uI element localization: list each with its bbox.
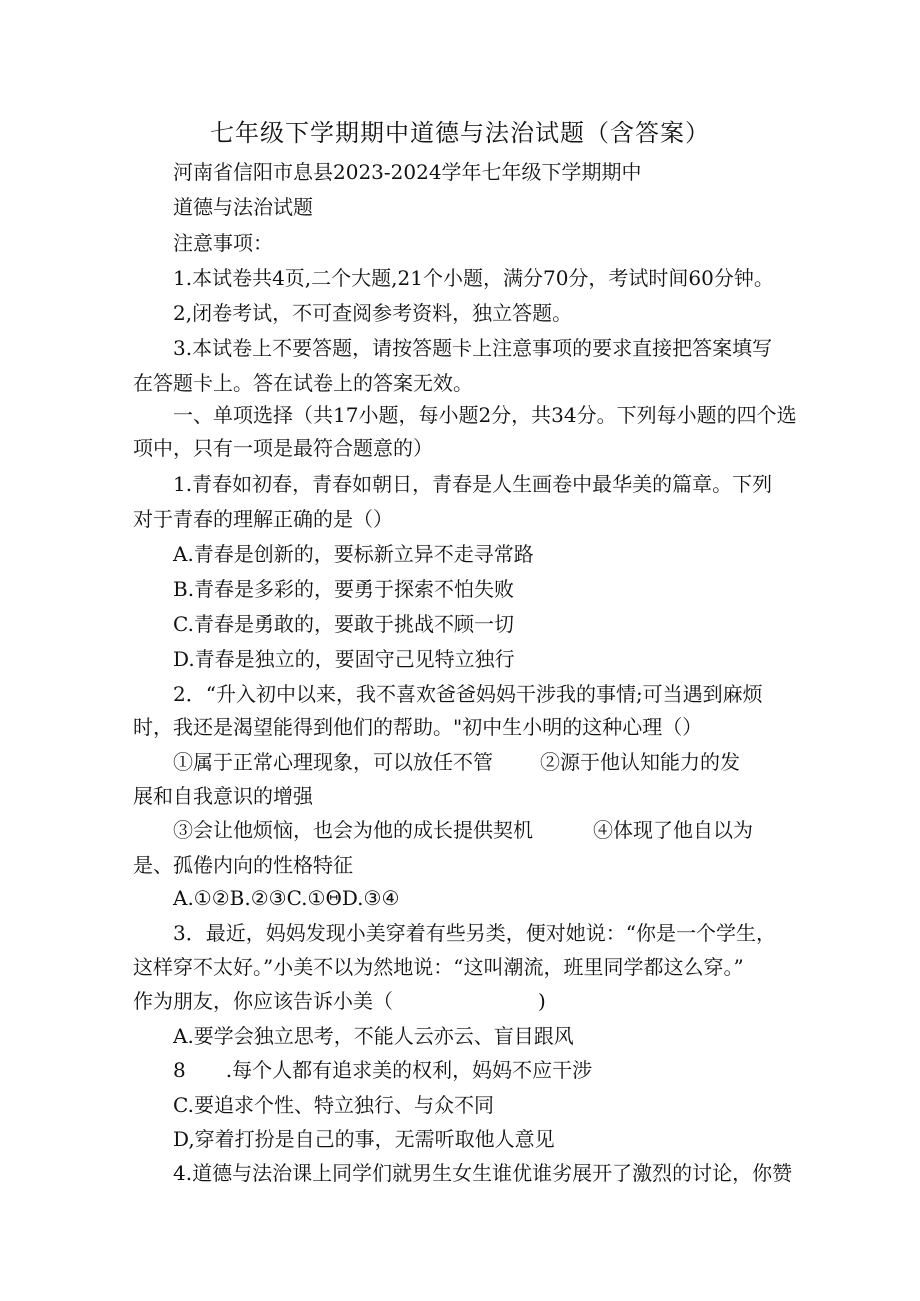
question-2-item-2: ②源于他认知能力的发	[540, 750, 740, 774]
question-3-stem: 3．最近，妈妈发现小美穿着有些另类，便对她说：“你是一个学生，	[173, 921, 776, 945]
notice-3: 3.本试卷上不要答题，请按答题卡上注意事项的要求直接把答案填写	[173, 336, 773, 360]
notice-1: 1.本试卷共4页,二个大题,21个小题，满分70分，考试时间60分钟。	[173, 266, 774, 290]
question-2-item-3: ③会让他烦恼，也会为他的成长提供契机	[173, 818, 533, 842]
subtitle-line-2: 道德与法治试题	[173, 195, 313, 219]
question-3-option-a: A.要学会独立思考，不能人云亦云、盲目跟风	[173, 1024, 574, 1048]
question-3-option-b: 8 .每个人都有追求美的权利，妈妈不应干涉	[173, 1058, 593, 1082]
question-2-answers: A.①②B.②③C.①ΘD.③④	[173, 886, 400, 910]
question-3-bracket-close: )	[538, 989, 546, 1013]
question-1-stem: 1.青春如初春，青春如朝日，青春是人生画卷中最华美的篇章。下列	[173, 472, 773, 496]
question-2-item-1: ①属于正常心理现象，可以放任不管	[173, 750, 493, 774]
subtitle-line-1: 河南省信阳市息县2023-2024学年七年级下学期期中	[173, 160, 642, 184]
question-1-stem-cont: 对于青春的理解正确的是（）	[133, 507, 393, 531]
notice-heading: 注意事项：	[173, 231, 273, 255]
question-1-option-a: A.青春是创新的，要标新立异不走寻常路	[173, 542, 534, 566]
section-heading-cont: 项中，只有一项是最符合题意的）	[133, 436, 433, 460]
section-heading: 一、单项选择（共17小题，每小题2分，共34分。下列每小题的四个选	[173, 403, 797, 427]
question-1-option-d: D.青春是独立的，要固守己见特立独行	[173, 647, 515, 671]
question-1-option-b: B.青春是多彩的，要勇于探索不怕失败	[173, 577, 515, 601]
notice-3-cont: 在答题卡上。答在试卷上的答案无效。	[133, 371, 473, 395]
question-3-option-d: D,穿着打扮是自己的事，无需听取他人意见	[173, 1127, 555, 1151]
question-3-stem-cont-1: 这样穿不太好。”小美不以为然地说：“这叫潮流，班里同学都这么穿。”	[133, 955, 744, 979]
notice-2: 2,闭卷考试，不可查阅参考资料，独立答题。	[173, 301, 573, 325]
question-2-item-2-cont: 展和自我意识的增强	[133, 784, 313, 808]
question-3-stem-cont-2: 作为朋友，你应该告诉小美（	[133, 989, 393, 1013]
question-2-stem-cont: 时，我还是渴望能得到他们的帮助。"初中生小明的这种心理（）	[133, 715, 703, 739]
question-1-option-c: C.青春是勇敢的，要敢于挑战不顾一切	[173, 612, 514, 636]
page-title: 七年级下学期期中道德与法治试题（含答案）	[210, 119, 710, 147]
question-4-stem: 4.道德与法治课上同学们就男生女生谁优谁劣展开了激烈的讨论，你赞	[173, 1161, 793, 1185]
question-2-item-4-cont: 是、孤倦内向的性格特征	[133, 853, 353, 877]
question-3-option-c: C.要追求个性、特立独行、与众不同	[173, 1093, 494, 1117]
question-2-stem: 2．“升入初中以来，我不喜欢爸爸妈妈干涉我的事情;可当遇到麻烦	[173, 682, 763, 706]
question-2-item-4: ④体现了他自以为	[593, 818, 753, 842]
